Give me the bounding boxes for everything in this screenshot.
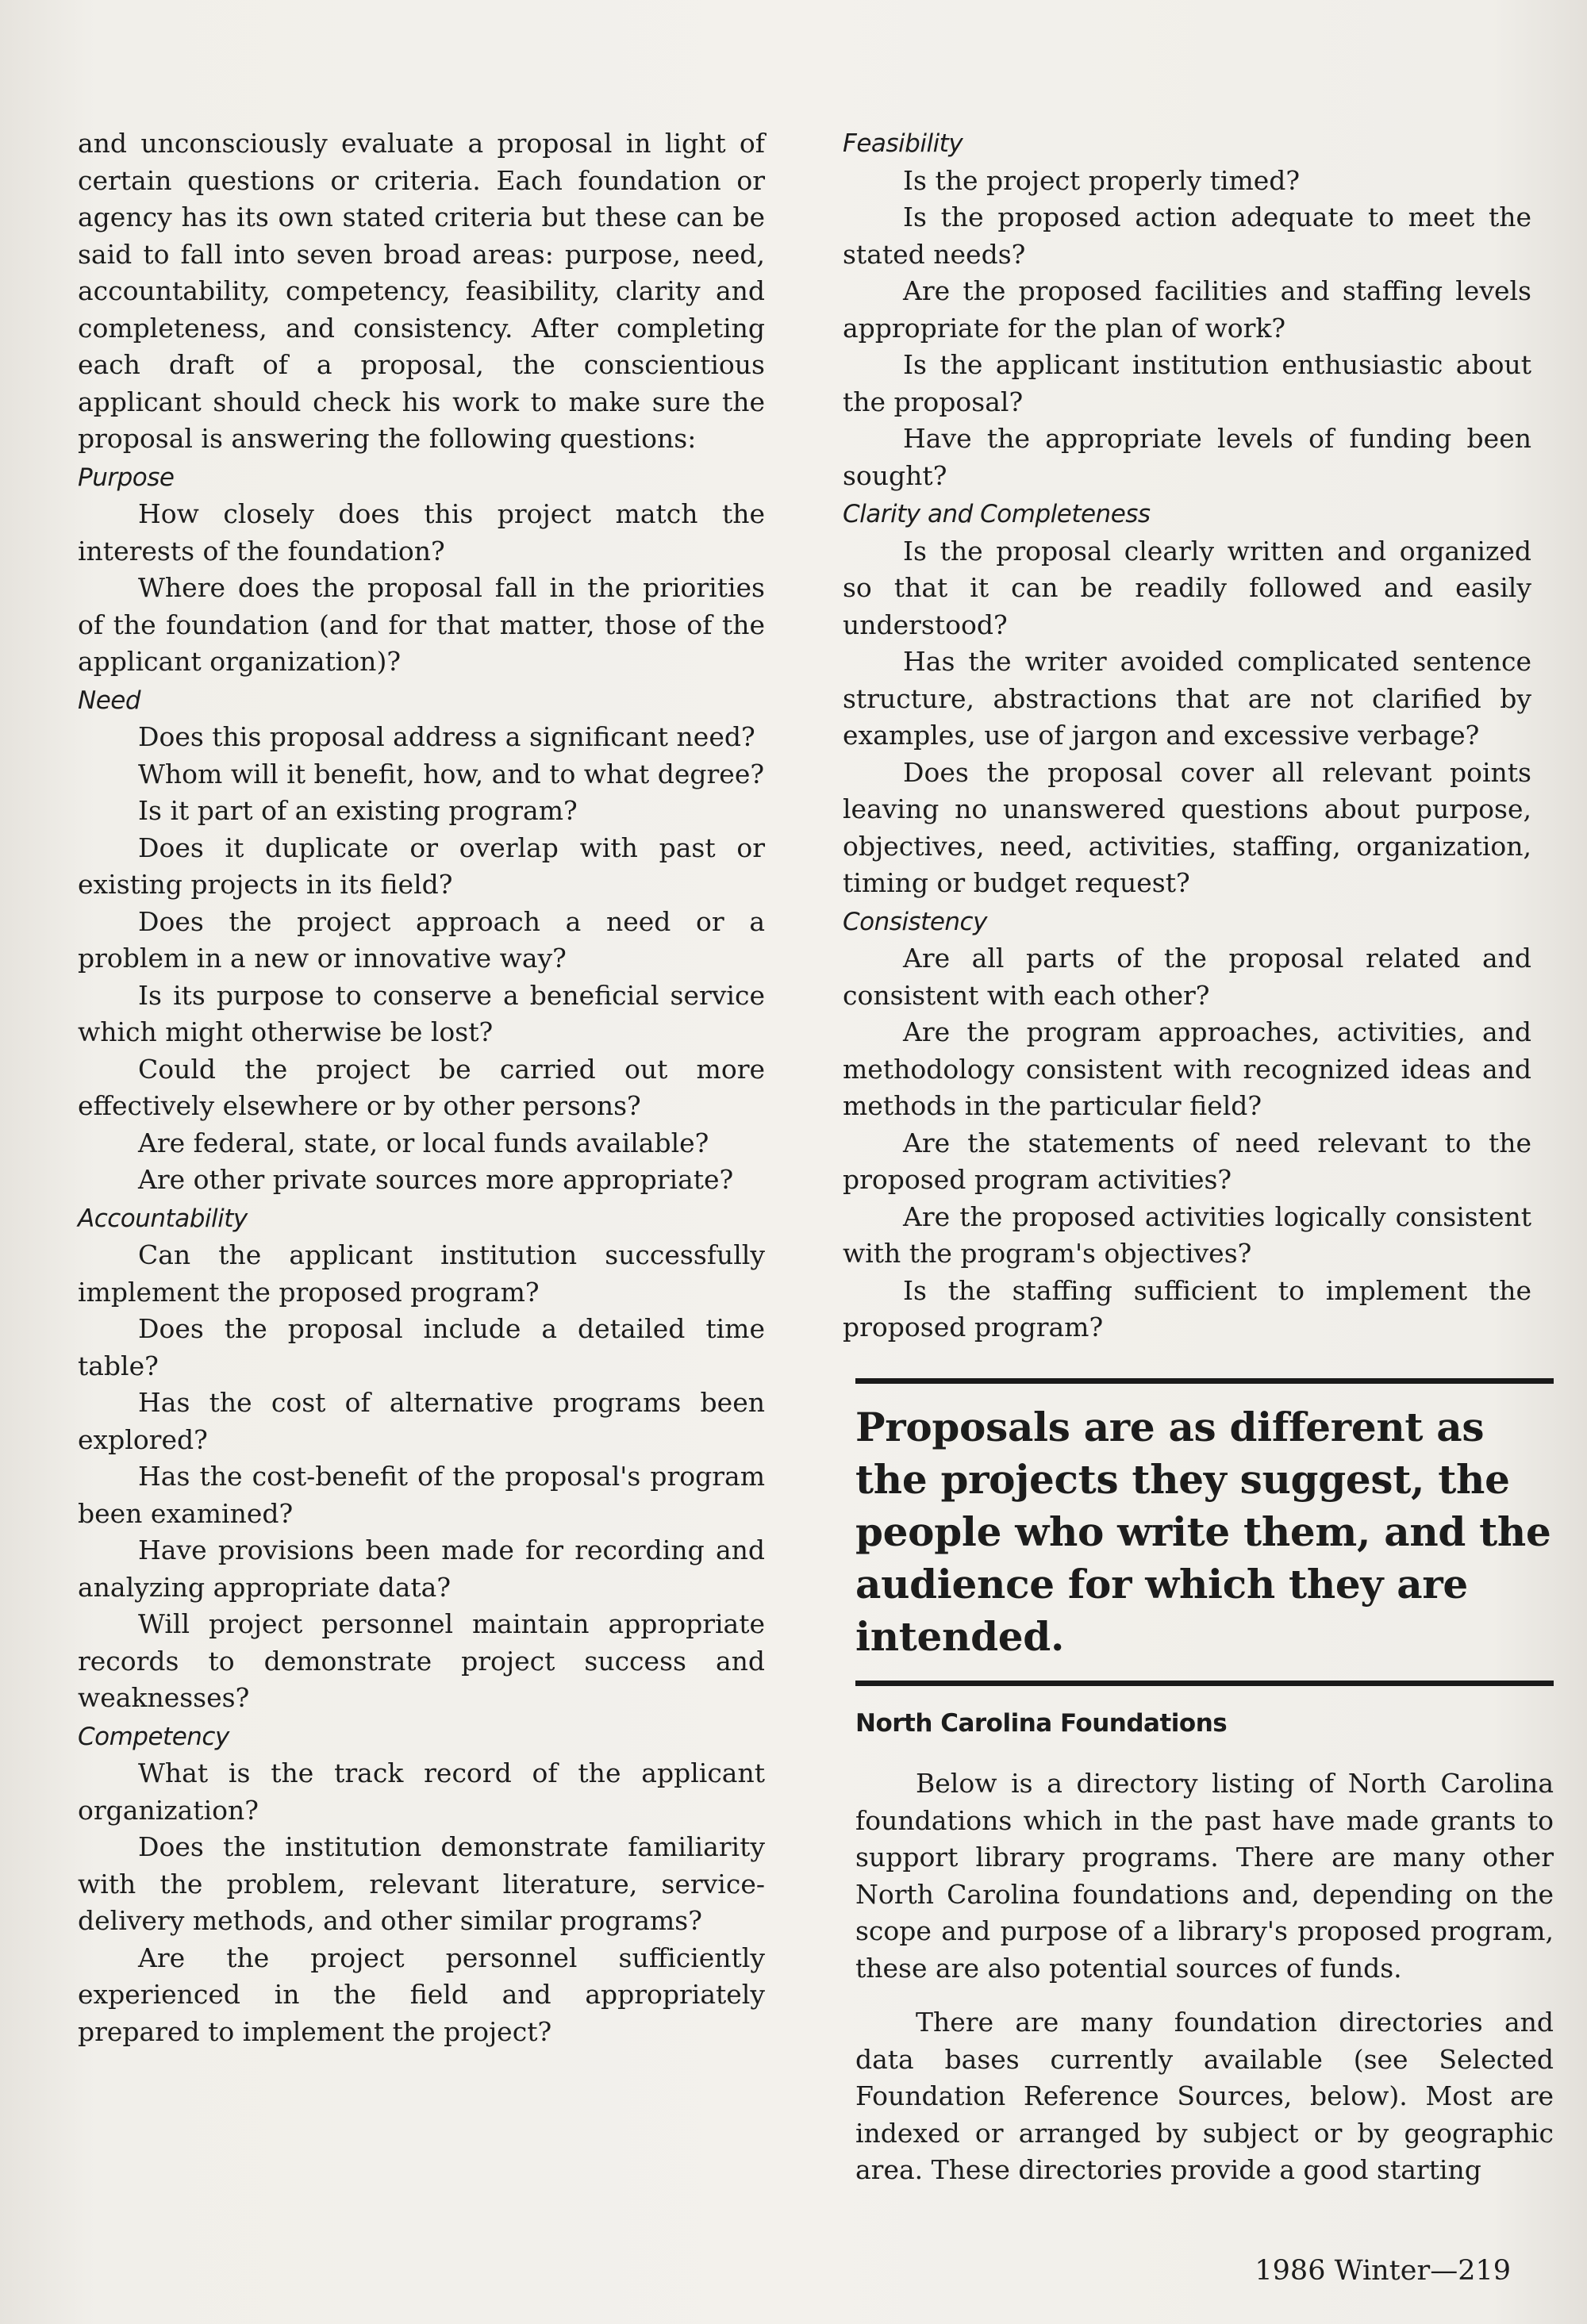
subheading-nc-foundations: North Carolina Foundations [855,1708,1228,1738]
question: Are the program approaches, activities, and methodology consistent with recognized ideas and methods in the particular field? [843,1016,1531,1121]
section-heading-feasibility: Feasibility [843,129,963,158]
question: Could the project be carried out more effectively elsewhere or by other persons? [78,1053,765,1121]
question: Are the project personnel sufficiently experienced in the field and appropriately prepared to implement the project? [78,1942,765,2047]
section-heading-accountability: Accountability [78,1204,248,1233]
left-column [78,125,765,2050]
question: Is the proposal clearly written and organized so that it can be readily followed and easily understood? [843,535,1531,640]
question: Is the project properly timed? [903,164,1301,196]
question: Has the cost of alternative programs been explored? [78,1387,765,1455]
question: Have the appropriate levels of funding been sought? [843,423,1531,491]
question: Are the proposed facilities and staffing levels appropriate for the plan of work? [843,275,1531,344]
question: Have provisions been made for recording and analyzing appropriate data? [78,1535,765,1603]
section-heading-clarity: Clarity and Completeness [843,500,1151,528]
rule-top [855,1378,1554,1384]
right-column [843,125,1554,2189]
question: Can the applicant institution successfully implement the proposed program? [78,1239,765,1308]
section-heading-purpose: Purpose [78,463,175,492]
body-paragraph: There are many foundation directories and data bases currently available (see Selected Foundation Reference Sources, below). Most are indexed or arranged by subject or by geographic area. These directories provide a good starting [855,2007,1554,2185]
rule-bottom [855,1681,1554,1686]
question: Does the project approach a need or a problem in a new or innovative way? [78,905,765,974]
question: Are other private sources more appropriate? [138,1164,734,1195]
section-heading-need: Need [78,686,141,715]
intro-paragraph: and unconsciously evaluate a proposal in light of certain questions or criteria. Each foundation or agency has its own stated criteria but these can be said to fall into seven broad areas: purpose, need, accountability, competency, feasibility, clarity and completeness, and consistency. After completing each draft of a proposal, the conscientious applicant should check his work to make sure the proposal is answering the following questions: [78,128,765,454]
question: Will project personnel maintain appropriate records to demonstrate project success and weaknesses? [78,1608,765,1713]
question: How closely does this project match the interests of the foundation? [78,498,765,567]
question: Does the institution demonstrate familiarity with the problem, relevant literature, service-delivery methods, and other similar programs? [78,1831,765,1936]
question: Is the proposed action adequate to meet the stated needs? [843,202,1531,270]
question: Are federal, state, or local funds available? [138,1127,709,1158]
question: Is its purpose to conserve a beneficial service which might otherwise be lost? [78,979,765,1047]
body-paragraph: Below is a directory listing of North Carolina foundations which in the past have made grants to support library programs. There are many other North Carolina foundations and, depending on the scope and purpose of a library's proposed program, these are also potential sources of funds. [855,1768,1554,1984]
section-heading-competency: Competency [78,1722,229,1751]
question: What is the track record of the applicant organization? [78,1757,765,1826]
pull-quote: Proposals are as different as the projects they suggest, the people who write them, and the audience for which they are intended. [855,1403,1551,1660]
lower-block [855,1378,1554,2189]
question: Does it duplicate or overlap with past or existing projects in its field? [78,832,765,900]
question: Is the applicant institution enthusiastic about the proposal? [843,349,1531,417]
question: Are the statements of need relevant to the proposed program activities? [843,1127,1531,1195]
section-heading-consistency: Consistency [843,907,987,936]
question: Does the proposal cover all relevant points leaving no unanswered questions about purpose, objectives, need, activities, staffing, organization, timing or budget request? [843,756,1531,898]
question: Is it part of an existing program? [138,795,578,826]
question: Are the proposed activities logically consistent with the program's objectives? [843,1200,1531,1269]
page-folio: 1986 Winter—219 [1255,2255,1511,2287]
paragraph-spacer [855,1987,1554,2004]
question: Whom will it benefit, how, and to what degree? [138,758,765,789]
question: Has the cost-benefit of the proposal's program been examined? [78,1461,765,1529]
question: Does this proposal address a significant need? [138,721,755,752]
question: Are all parts of the proposal related and consistent with each other? [843,943,1531,1011]
question: Is the staffing sufficient to implement the proposed program? [843,1274,1531,1343]
question: Has the writer avoided complicated sentence structure, abstractions that are not clarified by examples, use of jargon and excessive verbage? [843,646,1531,751]
question: Does the proposal include a detailed time table? [78,1313,765,1381]
question: Where does the proposal fall in the priorities of the foundation (and for that matter, those of the applicant organization)? [78,572,765,677]
